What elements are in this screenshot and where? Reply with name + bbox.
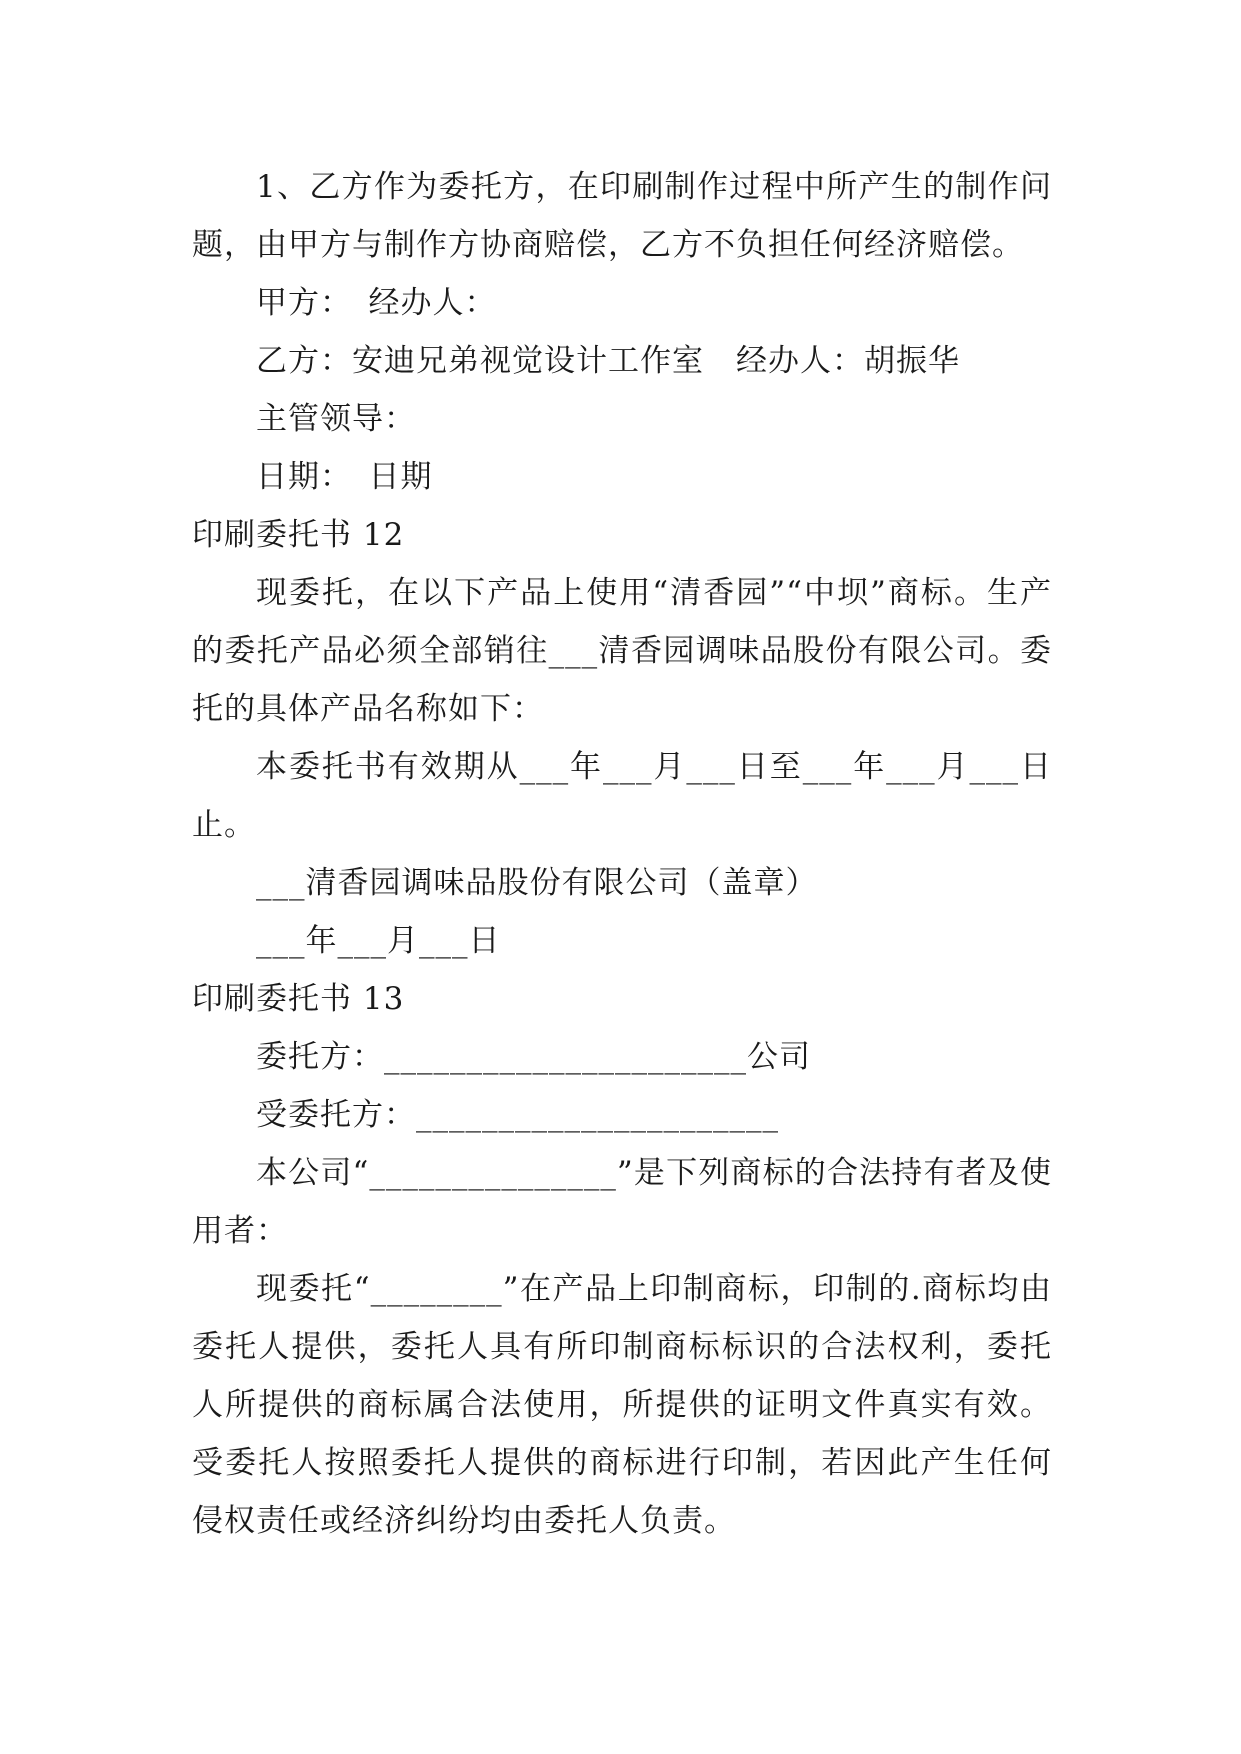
- document-body: [192, 158, 1052, 1550]
- party-b-signature-line: 乙方：安迪兄弟视觉设计工作室 经办人：胡振华: [256, 343, 960, 379]
- validity-period-paragraph: 本委托书有效期从___年___月___日至___年___月___日止。: [192, 749, 1052, 843]
- clause-1-paragraph: 1、乙方作为委托方，在印刷制作过程中所产生的制作问题，由甲方与制作方协商赔偿，乙方不负担任何经济赔偿。: [192, 169, 1052, 263]
- company-seal-line: ___清香园调味品股份有限公司（盖章）: [256, 865, 818, 901]
- section-title-13: 印刷委托书 13: [192, 981, 405, 1017]
- seal-date-line: ___年___月___日: [256, 923, 501, 959]
- agent-line: 受委托方：______________________: [256, 1097, 779, 1133]
- printing-authorization-paragraph: 现委托“________”在产品上印制商标，印制的.商标均由委托人提供，委托人具有所印制商标标识的合法权利，委托人所提供的商标属合法使用，所提供的证明文件真实有效。受委托人按照委托人提供的商标进行印制，若因此产生任何侵权责任或经济纠纷均由委托人负责。: [192, 1271, 1052, 1539]
- principal-line: 委托方：______________________公司: [256, 1039, 811, 1075]
- section-title-12: 印刷委托书 12: [192, 517, 405, 553]
- date-line: 日期： 日期: [256, 459, 433, 495]
- party-a-signature-line: 甲方： 经办人：: [256, 285, 497, 321]
- supervisor-line: 主管领导：: [256, 401, 416, 437]
- delegation-paragraph: 现委托，在以下产品上使用“清香园”“中坝”商标。生产的委托产品必须全部销往___清香园调味品股份有限公司。委托的具体产品名称如下：: [192, 575, 1052, 727]
- trademark-holder-paragraph: 本公司“_______________”是下列商标的合法持有者及使用者：: [192, 1155, 1052, 1249]
